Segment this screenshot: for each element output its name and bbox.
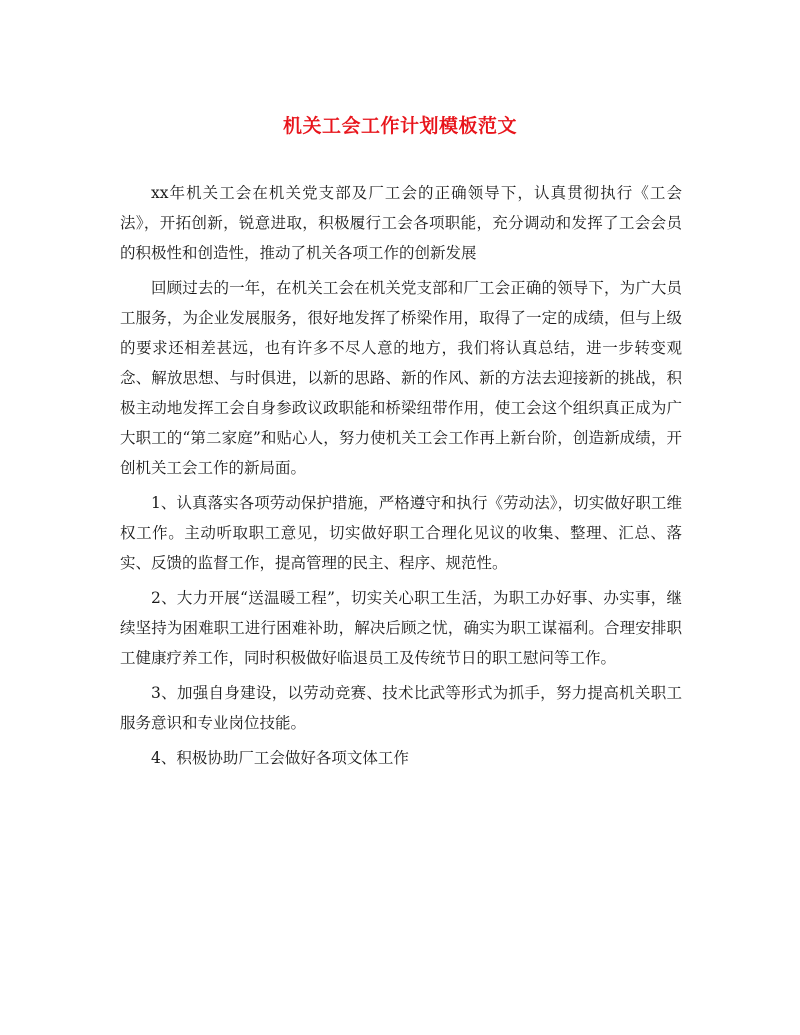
review-paragraph: 回顾过去的一年，在机关工会在机关党支部和厂工会正确的领导下，为广大员工服务，为企业发展服务，很好地发挥了桥梁作用，取得了一定的成绩，但与上级的要求还相差甚远，也有许多不尽人意的地方，我们将认真总结，进一步转变观念、解放思想、与时俱进，以新的思路、新的作风、新的方法去迎接新的挑战，积极主动地发挥工会自身参政议政职能和桥梁纽带作用，使工会这个组织真正成为广大职工的“第二家庭”和贴心人，努力使机关工会工作再上新台阶，创造新成绩，开创机关工会工作的新局面。 xyxy=(120,279,682,477)
plan-item-4: 4、积极协助厂工会做好各项文体工作 xyxy=(151,749,409,767)
plan-item-2: 2、大力开展“送温暖工程”，切实关心职工生活，为职工办好事、办实事，继续坚持为困难职工进行困难补助，解决后顾之忧，确实为职工谋福利。合理安排职工健康疗养工作，同时积极做好临退员工及传统节日的职工慰问等工作。 xyxy=(120,589,682,667)
plan-item-3: 3、加强自身建设，以劳动竞赛、技术比武等形式为抓手，努力提高机关职工服务意识和专业岗位技能。 xyxy=(120,684,682,732)
intro-paragraph: xx年机关工会在机关党支部及厂工会的正确领导下，认真贯彻执行《工会法》，开拓创新，锐意进取，积极履行工会各项职能，充分调动和发挥了工会会员的积极性和创造性，推动了机关各项工作的创新发展 xyxy=(120,184,682,262)
document-title: 机关工会工作计划模板范文 xyxy=(282,115,517,137)
document-body xyxy=(120,178,682,778)
plan-item-1: 1、认真落实各项劳动保护措施，严格遵守和执行《劳动法》，切实做好职工维权工作。主动听取职工意见，切实做好职工合理化见议的收集、整理、汇总、落实、反馈的监督工作，提高管理的民主、程序、规范性。 xyxy=(120,494,682,572)
